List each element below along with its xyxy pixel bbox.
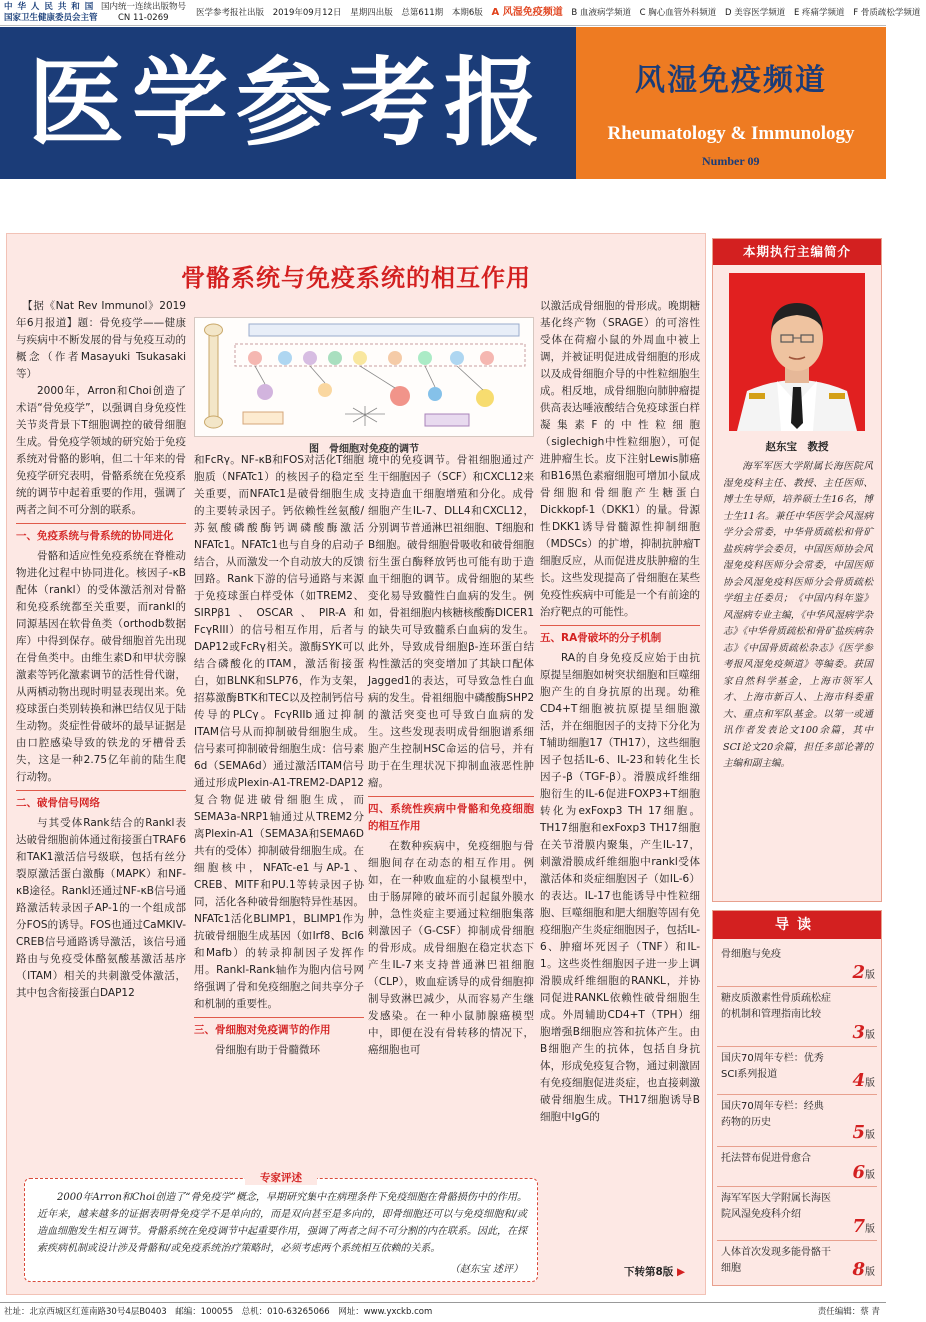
guide-header: 导读 (713, 911, 881, 939)
channel-name-cn: 风湿免疫频道 (635, 63, 827, 98)
channel-link-f[interactable]: F 骨质疏松学频道 (853, 8, 921, 18)
guide-item-page: 6版 (852, 1162, 875, 1183)
channel-link-d[interactable]: D 美容医学频道 (725, 8, 786, 18)
section-4-continued: 以激活成骨细胞的骨形成。晚期糖基化终产物（SRAGE）的可溶性受体在荷瘤小鼠的外周血中被上调，并被证明促进成骨细胞的形成以及成骨细胞介导的中性粒细胞生成。相反地，成骨细胞向肺肿瘤提供高表达唾液酸结合免疫球蛋白样凝集素F的中性粒细胞（siglechigh中性粒细胞），可促进肿瘤生长。皮下注射Lewis肺癌和B16黑色素瘤细胞可增加小鼠成骨细胞和骨细胞产生糖蛋白Dickkopf-1（DKK1）的量。骨源性DKK1诱导骨髓源性抑制细胞（MDSCs）的扩增，抑制抗肿瘤T细胞反应，从而促进皮肤肿瘤的生长。这些发现提高了骨细胞在某些免疫性疾病中可能是一个有前途的治疗靶点的可能性。 (540, 300, 700, 618)
expert-comment-text: 2000年Arron和Choi创造了“骨免疫学”概念，早期研究集中在病理条件下免疫细胞在骨骼损伤中的作用。近年来，越来越多的证据表明骨免疫学不是单向的，而是双向甚至是多向的，即骨细胞还可以与免疫细胞和/或造血细胞发生相互调节。骨骼系统在免疫调节中起重要作用，强调了两者之间不可分割的内在联系。因此，在探索疾病机制或设计涉及骨骼和/或免疫系统治疗策略时，必须考虑两个系统相互依赖的关系。 (37, 1192, 527, 1254)
triangle-right-icon: ▶ (676, 1266, 686, 1278)
expert-comment-signature: （赵东宝 述评） (449, 1264, 523, 1275)
bone-immune-figure (194, 317, 534, 437)
meta-page-count: 本期6版 (451, 8, 483, 18)
issn-line-2: CN 11-0269 (118, 13, 169, 23)
article-headline: 骨骼系统与免疫系统的相互作用 (181, 264, 531, 292)
guide-item[interactable] (717, 943, 877, 987)
editor-bio: 海军军医大学附属长海医院风湿免疫科主任、教授、主任医师、博士生导师，培养硕士生16名，博士生11名。兼任中华医学会风湿病学分会常委，中华骨质疏松和骨矿盐疾病学会委员，中国医师协会风湿免疫科医师分会常委，中国医师协会风湿免疫科医师分会骨质疏松学组主任委员；《中国内科年鉴》风湿病专业主编，《中华风湿病学杂志》《中华骨质疏松和骨矿盐疾病杂志》《中国骨质疏松杂志》《医学参考报风湿免疫频道》等编委。获国家自然科学基金，上海市领军人才、上海市新百人、上海市科委重大、重点和军队基金。以第一或通讯作者发表论文100余篇，其中SCI论文20余篇，担任多部论著的主编和副主编。 (723, 461, 873, 769)
article-lead: 【据《Nat Rev Immunol》2019年6月报道】题：骨免疫学——健康与疾病中不断发展的骨与免疫互动的概念（作者Masayuki Tsukasaki等） (16, 300, 186, 380)
guide-item-title: 海军军医大学附属长海医院风湿免疫科介绍 (721, 1193, 831, 1220)
guide-item-page: 8版 (852, 1259, 875, 1280)
section-2-continued: 和FcRγ。NF-κB和FOS对活化T细胞胞质（NFATc1）的核因子的稳定至关重要，而NFATc1是破骨细胞生成的主要转录因子。钙依赖性丝氨酸/苏氨酸磷酸酶钙调磷酸酶激活NFATc1。NFATc1也与自身的启动子结合，从而激发一个自动放大的反馈回路。Rank下游的信号通路与来源于免疫球蛋白样受体（如TREM2、SIRPβ1、OSCAR、PIR-A和FcγRIII）的信号相互作用，后者与DAP12或FcRγ相关。激酶SYK可以结合磷酸化的ITAM，激活衔接蛋白，如BLNK和SLP76，作为支架，招募激酶BTK和TEC以及控制钙信号传导的PLCγ。FcγRIIb通过抑制ITAM信号从而抑制破骨细胞生成。信号素可抑制破骨细胞生成：信号素6d（SEMA6d）通过激活ITAM信号通过形成Plexin-A1-TREM2-DAP12复合物促进破骨细胞生成，而SEMA3a-NRP1轴通过从TREM2分离Plexin-A1（SEMA3A和SEMA6D共有的受体）抑制破骨细胞生成。在细胞核中，NFATc-e1与AP-1、CREB、MITF和PU.1等转录因子协同，活化各种破骨细胞特异性基因。NFATc1活化BLIMP1，BLIMP1作为抗破骨细胞生成基因（如Irf8、Bcl6和Mafb）的转录抑制因子发挥作用。Rankl-Rank轴作为胞内信号网络强调了骨和免疫细胞之间共享分子和机制的重要性。 (194, 454, 364, 1010)
issn-line-1: 国内统一连续出版物号 (101, 2, 187, 12)
article-intro: 2000年，Arron和Choi创造了术语“骨免疫学”，以强调自身免疫性关节炎背景下T细胞调控的破骨细胞生成。骨免疫学领域的研究始于免疫系统对骨骼的影响，但二十年来的骨免疫学研究表明，骨骼系统在免疫系统的调节中起着重要的作用，强调了两者之间不可分割的联系。 (16, 385, 186, 516)
figure-illustration (195, 318, 533, 436)
article-column-2 (194, 452, 364, 1174)
channel-link-c[interactable]: C 胸心血管外科频道 (639, 8, 717, 18)
continue-link[interactable] (624, 1264, 685, 1279)
guide-item[interactable] (717, 1147, 877, 1187)
section-4-text: 在数种疾病中，免疫细胞与骨细胞间存在动态的相互作用。例如，在一种败血症的小鼠模型中，由于肠屏障的破坏而引起鼠外膜水肿，急性炎症主要通过粒细胞集落刺激因子（G-CSF）抑制成骨细胞的骨形成。成骨细胞在稳定状态下产生IL-7来支持普通淋巴祖细胞（CLP），败血症诱导的成骨细胞抑制导致淋巴减少，从而容易产生继发感染。在一种小鼠肺腺癌模型中，即便在没有骨转移的情况下，癌细胞也可 (368, 840, 534, 1056)
publisher-line-1: 中 华 人 民 共 和 国 (4, 2, 95, 12)
issue-meta (196, 7, 926, 19)
continue-label: 下转第8版 (624, 1266, 674, 1278)
guide-item-title: 骨细胞与免疫 (721, 949, 781, 960)
channel-name-en: Rheumatology & Immunology (607, 123, 855, 144)
guide-item-title: 国庆70周年专栏：优秀SCI系列报道 (721, 1053, 824, 1080)
expert-comment-title: 专家评述 (245, 1170, 317, 1185)
guide-item-page: 3版 (852, 1022, 875, 1043)
guide-item-page: 5版 (852, 1122, 875, 1143)
masthead (0, 27, 576, 179)
channel-link-b[interactable]: B 血液病学频道 (571, 8, 631, 18)
guide-item-page: 7版 (852, 1216, 875, 1237)
expert-comment-box (24, 1172, 538, 1282)
guide-item-title: 糖皮质激素性骨质疏松症的机制和管理指南比较 (721, 993, 831, 1020)
guide-item-title: 人体首次发现多能骨骼干细胞 (721, 1247, 831, 1274)
meta-issue-number: 总第611期 (401, 8, 444, 18)
section-3-title: 三、骨细胞对免疫调节的作用 (194, 1017, 364, 1039)
section-5-text: RA的自身免疫反应始于由抗原提呈细胞如树突状细胞和巨噬细胞产生的自身抗原的出现。幼稚CD4+T细胞被抗原提呈细胞激活，并在细胞因子的支持下分化为T辅助细胞17（TH17），这些细胞因子包括IL-6、IL-23和转化生长因子-β（TGF-β）。滑膜成纤维细胞衍生的IL-6促进FOXP3+T细胞转化为exFoxp3 TH 17细胞。TH17细胞和exFoxp3 TH17细胞在关节滑膜内聚集，产生IL-17，刺激滑膜成纤维细胞中rankl受体激活体和炎症细胞因子（如IL-6）的表达。IL-17也能诱导中性粒细胞、巨噬细胞和肥大细胞等固有免疫细胞产生炎症细胞因子，包括IL-6、肿瘤坏死因子（TNF）和IL-1。这些炎性细胞因子进一步上调滑膜成纤维细胞的RANKL，并协同促进RANKL依赖性破骨细胞生成。外周辅助CD4+T（TPH）细胞增强B细胞应答和抗体产生。由B细胞产生的抗体，包括自身抗体，形成免疫复合物，通过刺激固有免疫细胞促进炎症，也直接刺激破骨细胞生成。TH17细胞诱导B细胞中IgG的 (540, 652, 700, 1123)
guide-item[interactable] (717, 1187, 877, 1241)
figure-caption: 图 骨细胞对免疫的调节 (309, 444, 419, 455)
editor-panel-header: 本期执行主编简介 (713, 239, 881, 265)
editor-profile-panel (712, 238, 882, 902)
footer-editor: 责任编辑：蔡 青 (817, 1307, 880, 1317)
guide-item[interactable] (717, 1241, 877, 1283)
portrait-illustration (729, 273, 865, 431)
channel-link-a[interactable]: A 风湿免疫频道 (491, 7, 563, 18)
editor-name: 赵东宝 教授 (765, 441, 829, 453)
footer-address: 社址：北京西城区红莲南路30号4层B0403 邮编：100055 总机：010-63265066 网址：www.yxckb.com (4, 1307, 433, 1317)
guide-item[interactable] (717, 987, 877, 1047)
section-2-title: 二、破骨信号网络 (16, 790, 186, 812)
page-footer (0, 1302, 886, 1322)
guide-item-page: 2版 (852, 962, 875, 983)
meta-date: 2019年09月12日 (272, 8, 342, 18)
guide-panel (712, 910, 882, 1286)
newspaper-title: 医学参考报 (28, 46, 548, 159)
guide-item[interactable] (717, 1047, 877, 1095)
section-5-title: 五、RA骨破坏的分子机制 (540, 625, 700, 647)
guide-item-page: 4版 (852, 1070, 875, 1091)
guide-item[interactable] (717, 1095, 877, 1147)
article-column-4 (540, 298, 700, 1262)
meta-publisher: 医学参考报社出版 (196, 8, 265, 18)
publisher-line-2: 国家卫生健康委员会主管 (4, 13, 98, 23)
guide-item-title: 国庆70周年专栏：经典药物的历史 (721, 1101, 824, 1128)
editor-portrait (729, 273, 865, 431)
section-3-continued: 境中的免疫调节。骨祖细胞通过产生干细胞因子（SCF）和CXCL12来支持造血干细胞增殖和分化。成骨细胞产生IL-7、DLL4和CXCL12，分别调节普通淋巴祖细胞、T细胞和B细胞。破骨细胞骨吸收和破骨细胞衍生蛋白酶释放钙也可能有助于造血干细胞的调节。成骨细胞的某些变化易导致髓性白血病的发生。例如，骨祖细胞内核糖核酸酶DICER1的缺失可导致髓系白血病的发生。此外，导致成骨细胞β-连环蛋白结构性激活的突变增加了其缺口配体Jagged1的表达，可导致急性白血病的发生。骨祖细胞中磷酸酶SHP2的激活突变也可导致白血病的发生。这些发现表明成骨细胞谱系细胞产生控制HSC命运的信号，并有助于在生理状况下抑制血液恶性肿瘤。 (368, 454, 534, 789)
channel-banner (576, 27, 886, 179)
section-1-text: 骨骼和适应性免疫系统在脊椎动物进化过程中协同进化。核因子-κB配体（rankl）的受体激活剂对骨骼和免疫系统都至关重要，而rankl的同源基因在软骨鱼类（orthodb数据库）中得到保存。破骨细胞首先出现在骨鱼类中。由维生素D和甲状旁腺激素等钙化激素调节的活性骨代谢，从两栖动物出现时明显表现出来。免疫球蛋白类别转换和淋巴结仅见于陆生动物。炎症性骨破坏的最早证据是由口腔感染导致的铁龙的牙槽骨丢失，这是一种2.75亿年前的陆生爬行动物。 (16, 550, 186, 783)
meta-weekday: 星期四出版 (350, 8, 393, 18)
section-3-text-start: 骨细胞有助于骨髓微环 (215, 1044, 320, 1056)
section-1-title: 一、免疫系统与骨系统的协同进化 (16, 523, 186, 545)
section-4-title: 四、系统性疾病中骨骼和免疫细胞的相互作用 (368, 796, 534, 835)
channel-link-e[interactable]: E 疼痛学频道 (793, 8, 845, 18)
guide-item-title: 托法替布促进骨愈合 (721, 1153, 811, 1164)
article-column-1 (16, 298, 186, 1154)
top-info-strip (0, 0, 921, 26)
section-2-text: 与其受体Rank结合的Rankl表达破骨细胞前体通过衔接蛋白TRAF6和TAK1激活信号级联，包括有丝分裂原激活蛋白激酶（MAPK）和NF-κB途径。Rankl还通过NF-κB信号通路激活转录因子AP-1的一个组成部分FOS的诱导。FOS也通过CaMKIV-CREB信号通路诱导激活，该信号通路由与免疫受体酪氨酸基激活基序（ITAM）相关的共刺激受体激活，其中包含衔接蛋白DAP12 (16, 817, 186, 999)
article-column-3 (368, 452, 534, 1174)
channel-number: Number 09 (702, 154, 760, 168)
